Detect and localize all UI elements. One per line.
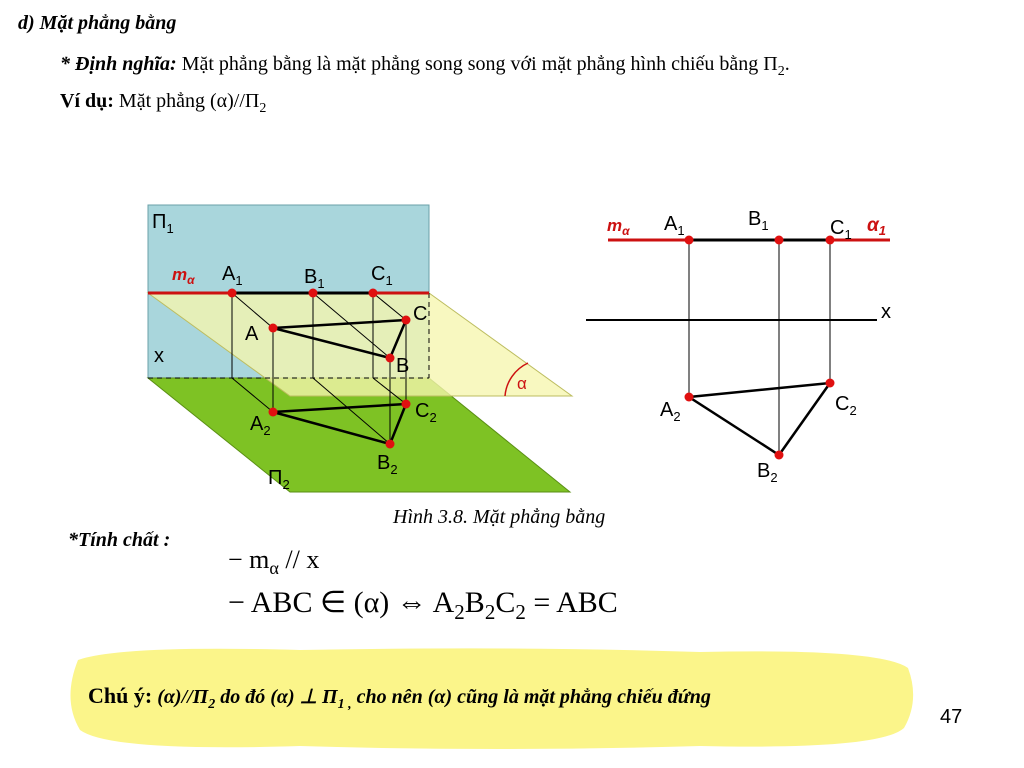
point-a: [269, 324, 278, 333]
label-pi2: $\Pi_2$: [268, 467, 290, 492]
right-point-b1: [775, 236, 784, 245]
label-b1: $B_1$: [304, 266, 325, 291]
right-point-a2: [685, 393, 694, 402]
point-c1: [369, 289, 378, 298]
point-b2: [386, 440, 395, 449]
definition-end: .: [784, 53, 790, 75]
point-c2: [402, 400, 411, 409]
example-label: Ví dụ:: [60, 90, 114, 112]
right-label-b2: $B_2$: [757, 460, 778, 485]
label-pi1: $\Pi_1$: [152, 211, 174, 236]
label-c1: $C_1$: [371, 263, 393, 288]
right-label-a2: $A_2$: [660, 399, 681, 424]
label-c2: $C_2$: [415, 400, 437, 425]
right-point-b2: [775, 451, 784, 460]
right-label-b1: $B_1$: [748, 208, 769, 233]
definition-text: Mặt phẳng bằng là mặt phẳng song song với mặt phẳng hình chiếu bằng Π: [176, 53, 778, 75]
label-m-alpha: $m_\alpha$: [172, 265, 195, 287]
point-a2: [269, 408, 278, 417]
property-line-2: − ABC ∈ (α) ⇔ $A_2B_2C_2$ = ABC: [228, 586, 618, 624]
label-axis-x: x: [154, 345, 164, 367]
property-line-1: − $m_\alpha$ // x: [228, 545, 320, 579]
right-label-c1: $C_1$: [830, 217, 852, 242]
example-sub: 2: [259, 101, 267, 116]
section-heading: d) Mặt phẳng bằng: [18, 12, 177, 34]
label-angle-alpha: α: [517, 374, 527, 393]
right-label-a1: $A_1$: [664, 213, 685, 238]
definition-label: * Định nghĩa:: [60, 53, 177, 75]
note-text: Chú ý: $(\alpha)//\Pi_2$ do đó (α) ⊥ $\Pi_{1 ,}$ cho nên (α) cũng là mặt phẳng chiếu đứng: [88, 683, 711, 712]
point-c: [402, 316, 411, 325]
point-b1: [309, 289, 318, 298]
label-c: C: [413, 303, 428, 325]
label-a: A: [245, 323, 259, 345]
point-a1: [228, 289, 237, 298]
page-number: 47: [940, 706, 963, 728]
right-label-c2: $C_2$: [835, 393, 857, 418]
point-b: [386, 354, 395, 363]
label-a1: $A_1$: [222, 263, 243, 288]
label-b2: $B_2$: [377, 452, 398, 477]
example-text: Mặt phẳng (α)//Π: [113, 90, 260, 112]
label-b: B: [396, 355, 410, 377]
right-label-axis-x: x: [881, 301, 891, 323]
right-triangle-a2b2c2: [689, 383, 830, 455]
right-point-c2: [826, 379, 835, 388]
definition-sub: 2: [777, 64, 785, 79]
right-label-m-alpha: $m_\alpha$: [607, 216, 630, 238]
properties-title: *Tính chất :: [68, 529, 171, 551]
label-a2: $A_2$: [250, 413, 271, 438]
right-point-a1: [685, 236, 694, 245]
right-label-alpha1: $\alpha_1$: [867, 215, 887, 238]
figure-caption: Hình 3.8. Mặt phẳng bằng: [393, 506, 606, 528]
note-label: Chú ý:: [88, 683, 153, 708]
